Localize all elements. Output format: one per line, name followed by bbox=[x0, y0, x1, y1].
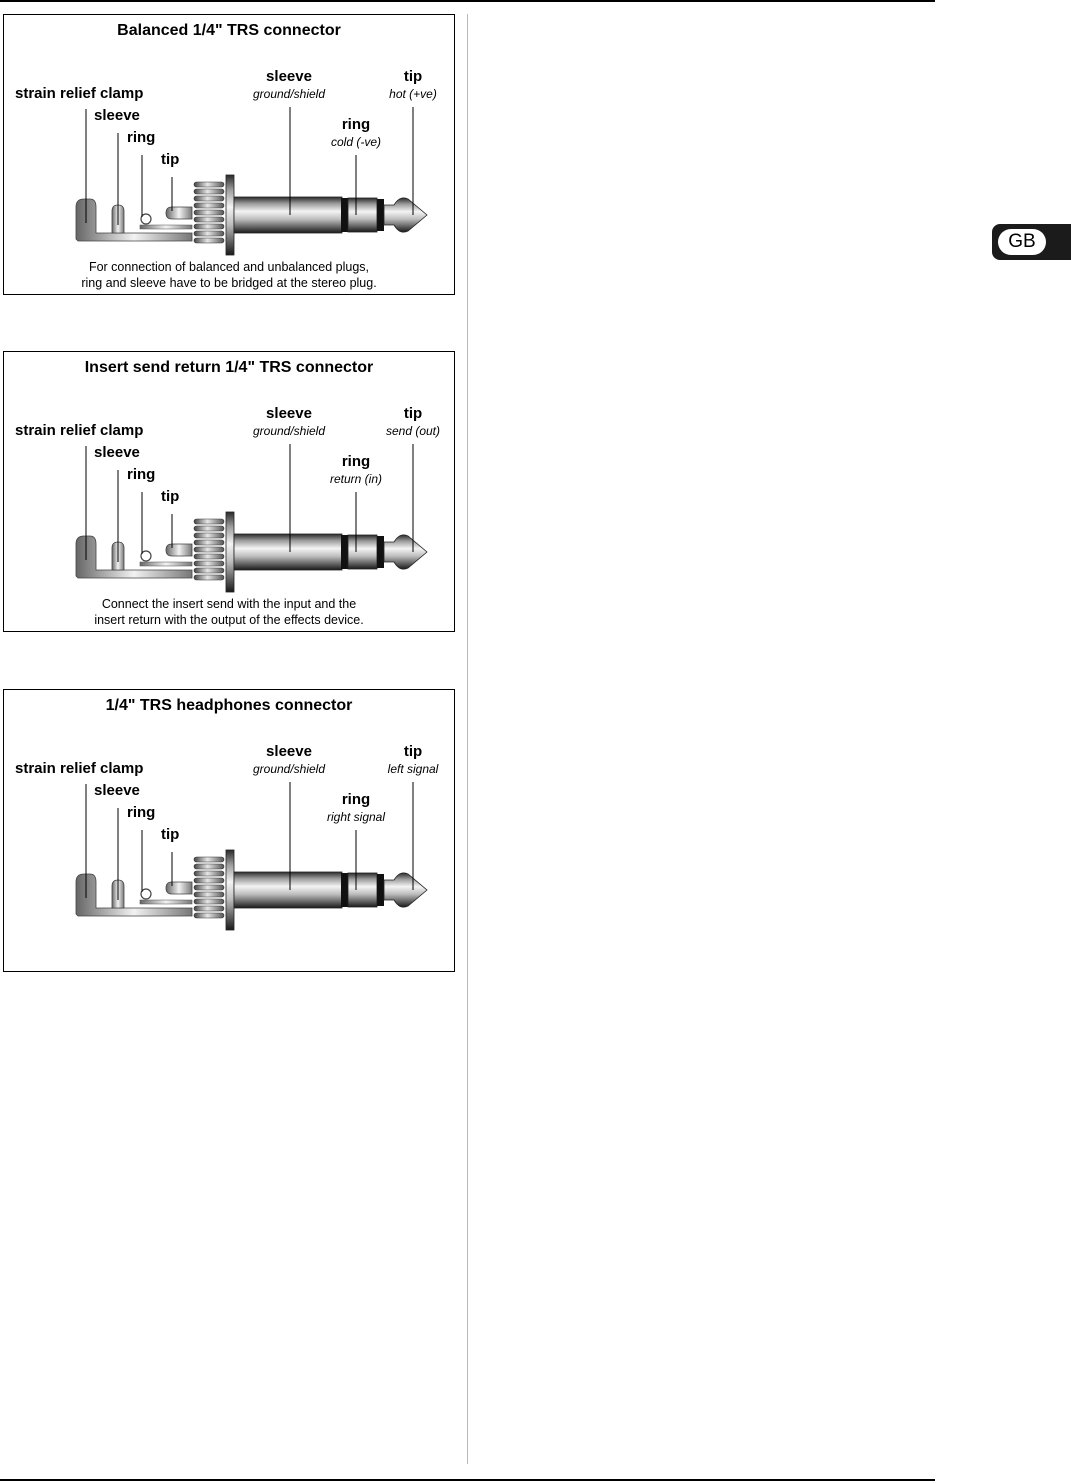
sleeve-solder-label: sleeve bbox=[94, 782, 140, 799]
headphones-trs-diagram bbox=[3, 689, 455, 972]
column-divider bbox=[467, 14, 468, 1464]
sleeve-description: ground/shield bbox=[252, 424, 326, 438]
tip-description: left signal bbox=[387, 762, 439, 776]
strain-relief-clamp-label: strain relief clamp bbox=[15, 760, 144, 777]
strain-relief-clamp-label: strain relief clamp bbox=[15, 85, 144, 102]
bottom-rule bbox=[0, 1479, 935, 1481]
ring-description: right signal bbox=[326, 810, 386, 824]
diagram-title: 1/4" TRS headphones connector bbox=[105, 697, 353, 714]
balanced-trs-diagram bbox=[3, 14, 455, 295]
sleeve-label: sleeve bbox=[266, 743, 312, 760]
diagram-title: Balanced 1/4" TRS connector bbox=[117, 22, 341, 39]
tip-description: hot (+ve) bbox=[389, 87, 437, 101]
trs-plug-illustration bbox=[4, 690, 454, 969]
tip-description: send (out) bbox=[385, 424, 441, 438]
top-rule bbox=[0, 0, 935, 2]
sleeve-description: ground/shield bbox=[252, 762, 326, 776]
ring-description: return (in) bbox=[329, 472, 383, 486]
ring-label: ring bbox=[341, 116, 371, 133]
ring-solder-label: ring bbox=[127, 129, 156, 146]
sleeve-solder-label: sleeve bbox=[94, 107, 140, 124]
sleeve-solder-label: sleeve bbox=[94, 444, 140, 461]
sleeve-label: sleeve bbox=[266, 405, 312, 422]
tip-solder-label: tip bbox=[161, 488, 180, 505]
caption-line-1: Connect the insert send with the input and the bbox=[101, 597, 357, 611]
caption-line-2: insert return with the output of the effects device. bbox=[94, 613, 364, 627]
language-tab bbox=[992, 224, 1071, 260]
trs-plug-illustration bbox=[4, 352, 454, 631]
caption-line-2: ring and sleeve have to be bridged at the stereo plug. bbox=[81, 276, 377, 290]
sleeve-description: ground/shield bbox=[252, 87, 326, 101]
insert-send-return-diagram bbox=[3, 351, 455, 632]
sleeve-label: sleeve bbox=[266, 68, 312, 85]
ring-solder-label: ring bbox=[127, 466, 156, 483]
trs-plug-illustration bbox=[4, 15, 454, 294]
ring-label: ring bbox=[341, 791, 371, 808]
tip-label: tip bbox=[403, 68, 423, 85]
strain-relief-clamp-label: strain relief clamp bbox=[15, 422, 144, 439]
tip-solder-label: tip bbox=[161, 826, 180, 843]
ring-label: ring bbox=[341, 453, 371, 470]
tip-solder-label: tip bbox=[161, 151, 180, 168]
ring-solder-label: ring bbox=[127, 804, 156, 821]
caption-line-1: For connection of balanced and unbalanced plugs, bbox=[88, 260, 370, 274]
tip-label: tip bbox=[403, 405, 423, 422]
tip-label: tip bbox=[403, 743, 423, 760]
ring-description: cold (-ve) bbox=[330, 135, 382, 149]
language-tab-label: GB bbox=[998, 229, 1046, 255]
diagram-title: Insert send return 1/4" TRS connector bbox=[84, 359, 374, 376]
